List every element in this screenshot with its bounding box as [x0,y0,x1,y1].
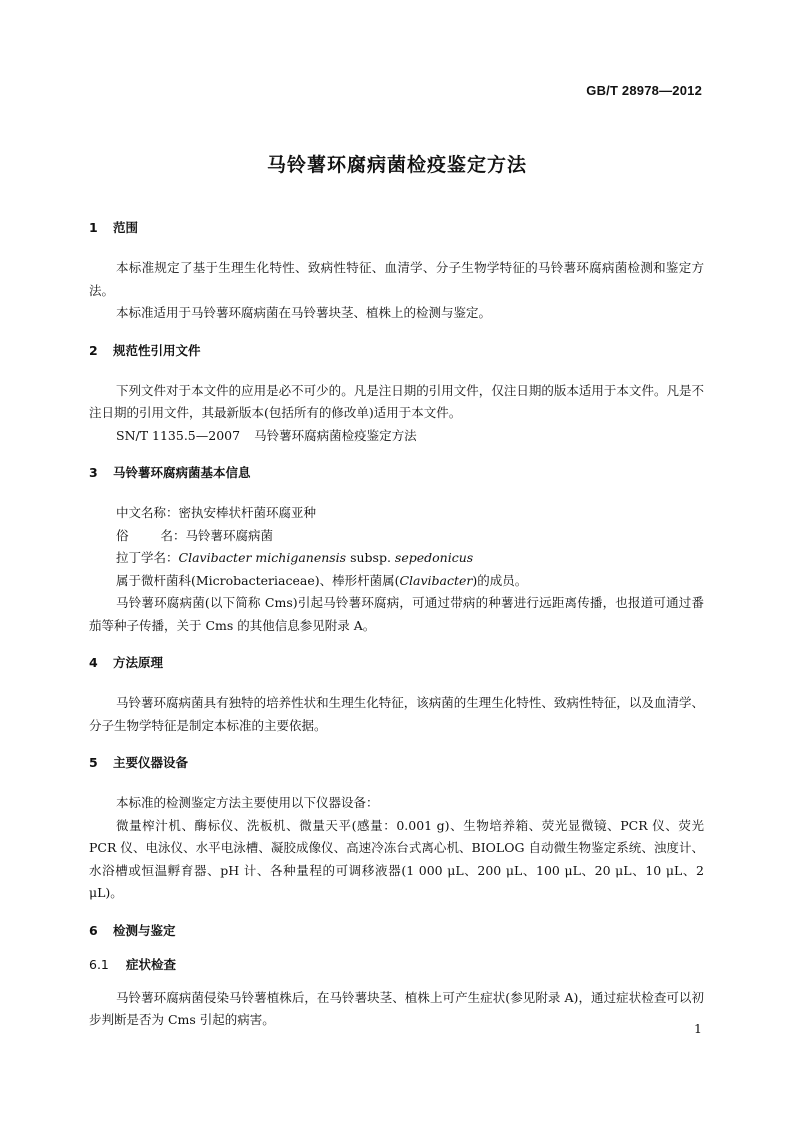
common-name: 马铃薯环腐病菌 [185,527,274,543]
taxonomy-genus: Clavibacter [399,572,473,588]
document-body [89,218,704,1032]
paragraph: 本标准规定了基于生理生化特性、致病性特征、血清学、分子生物学特征的马铃薯环腐病菌检测和鉴定方法。 [89,260,704,298]
section-number: 1 [89,220,98,235]
section-title: 马铃薯环腐病菌基本信息 [113,465,251,480]
latin-genus: Clavibacter michiganensis [178,550,347,565]
section-title: 主要仪器设备 [113,755,189,770]
normative-reference [89,425,704,448]
paragraph: 马铃薯环腐病菌侵染马铃薯植株后，在马铃薯块茎、植株上可产生症状(参见附录 A)，通过症状检查可以初步判断是否为 Cms 引起的病害。 [89,989,704,1027]
chinese-name: 密执安棒状杆菌环腐亚种 [178,505,317,520]
section-number: 6 [89,922,98,938]
section-number: 5 [89,755,98,770]
taxonomy-text: 属于微杆菌科(Microbacteriaceae)、棒形杆菌属( [116,572,400,588]
section-number: 2 [89,342,98,358]
chinese-name-line [89,502,704,525]
section-5-heading [89,753,704,773]
section-2-heading [89,341,704,361]
reference-code: SN/T 1135.5—2007 [116,427,241,443]
section-3-heading [89,463,704,483]
section-6-heading [89,921,704,941]
section-1-heading [89,218,704,238]
latin-subsp: subsp. [346,550,395,565]
paragraph: 马铃薯环腐病菌具有独特的培养性状和生理生化特征，该病菌的生理生化特性、致病性特征，以及血清学、分子生物学特征是制定本标准的主要依据。 [89,695,704,733]
section-title: 范围 [113,220,139,235]
section-number: 4 [89,655,98,670]
latin-name-label: 拉丁学名： [116,550,179,565]
latin-species: sepedonicus [394,550,474,565]
subsection-title: 症状检查 [126,956,177,972]
section-4-heading [89,653,704,673]
taxonomy-line [89,570,704,593]
taxonomy-text-end: )的成员。 [472,572,528,588]
standard-code: GB/T 28978—2012 [586,83,702,98]
section-title: 方法原理 [113,655,164,670]
page-number: 1 [694,1021,702,1036]
common-name-label-a: 俗 [116,527,129,543]
paragraph: 马铃薯环腐病菌(以下简称 Cms)引起马铃薯环腐病，可通过带病的种薯进行远距离传播，也报道可通过番茄等种子传播，关于 Cms 的其他信息参见附录 A。 [89,595,704,633]
page-title: 马铃薯环腐病菌检疫鉴定方法 [266,154,527,176]
chinese-name-label: 中文名称： [116,505,179,520]
latin-name-line [89,547,704,570]
reference-title: 马铃薯环腐病菌检疫鉴定方法 [254,427,417,443]
common-name-label-b: 名： [160,527,186,543]
section-title: 规范性引用文件 [113,342,201,358]
subsection-6-1-heading [89,955,704,975]
equipment-list: 微量榨汁机、酶标仪、洗板机、微量天平(感量：0.001 g)、生物培养箱、荧光显微镜、PCR 仪、荧光 PCR 仪、电泳仪、水平电泳槽、凝胶成像仪、高速冷冻台式离心机、BIOLOG 自动微生物鉴定系统、浊度计、水浴槽或恒温孵育器、pH 计、各种量程的可调移液器(1 000 μL、200 μL、100 μL、20 μL、10 μL、2 μL)。 [89,817,704,900]
common-name-line [89,525,704,548]
section-number: 3 [89,465,98,480]
subsection-number: 6.1 [89,956,109,972]
paragraph: 下列文件对于本文件的应用是必不可少的。凡是注日期的引用文件，仅注日期的版本适用于本文件。凡是不注日期的引用文件，其最新版本(包括所有的修改单)适用于本文件。 [89,382,704,420]
section-title: 检测与鉴定 [113,922,176,938]
paragraph: 本标准的检测鉴定方法主要使用以下仪器设备： [116,795,379,810]
paragraph: 本标准适用于马铃薯环腐病菌在马铃薯块茎、植株上的检测与鉴定。 [116,305,492,320]
